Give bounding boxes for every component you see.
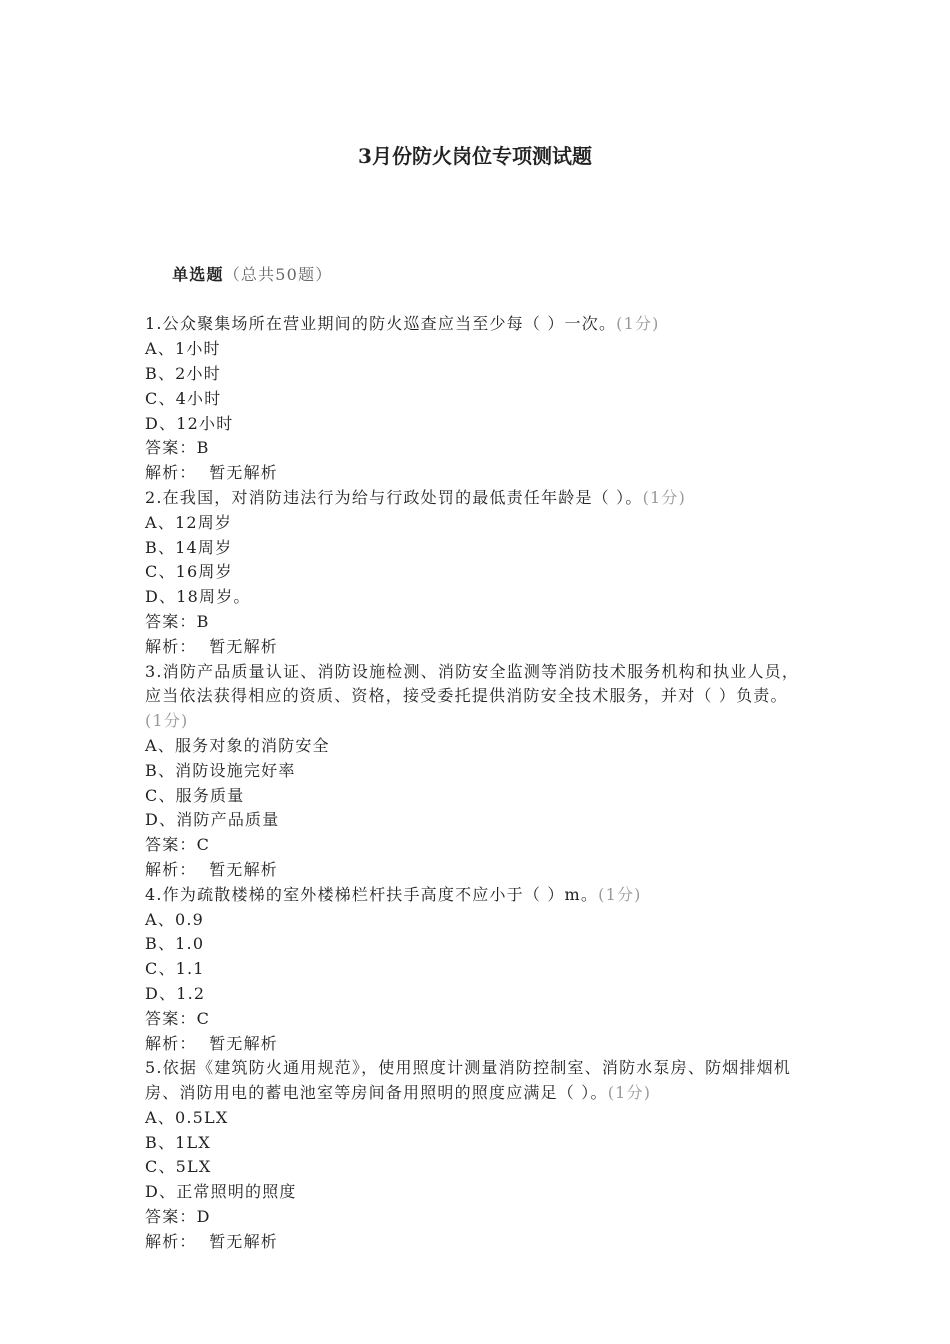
option-b: B、1LX [145, 1132, 211, 1152]
question-score: (1分) [598, 884, 642, 904]
analysis-value: 暂无解析 [209, 636, 278, 656]
question-score: (1分) [145, 711, 189, 731]
question-stem [145, 1056, 805, 1106]
answer-value: C [196, 1008, 211, 1028]
analysis-value: 暂无解析 [209, 463, 278, 483]
option-a: A、1小时 [145, 339, 221, 359]
question-text: 1.公众聚集场所在营业期间的防火巡查应当至少每（ ）一次。 [145, 314, 617, 334]
option-c: C、16周岁 [145, 562, 233, 582]
analysis-value: 暂无解析 [209, 1033, 278, 1053]
option-b: B、14周岁 [145, 537, 233, 557]
question-score: (1分) [607, 1083, 652, 1103]
answer-prefix: 答案： [145, 1207, 197, 1227]
answer-value: B [196, 438, 210, 458]
option-b: B、消防设施完好率 [145, 760, 296, 780]
question-stem [145, 486, 805, 511]
answer-prefix: 答案： [145, 1008, 197, 1028]
question-2 [145, 486, 805, 660]
question-score: (1分) [616, 314, 660, 334]
analysis-prefix: 解析： [145, 636, 197, 656]
option-d: D、1.2 [145, 983, 206, 1003]
analysis-prefix: 解析： [145, 859, 197, 879]
option-a: A、0.9 [145, 909, 205, 929]
analysis-prefix: 解析： [145, 1033, 197, 1053]
option-d: D、18周岁。 [145, 587, 251, 607]
answer-prefix: 答案： [145, 835, 197, 855]
option-b: B、2小时 [145, 363, 221, 383]
analysis-value: 暂无解析 [209, 1231, 278, 1251]
answer-line [145, 1205, 805, 1230]
answer-prefix: 答案： [145, 611, 197, 631]
question-1 [145, 312, 805, 486]
question-text: 4.作为疏散楼梯的室外楼梯栏杆扶手高度不应小于（ ）m。 [145, 884, 599, 904]
answer-prefix: 答案： [145, 438, 197, 458]
page-title: 3月份防火岗位专项测试题 [358, 144, 592, 168]
question-text: 3.消防产品质量认证、消防设施检测、消防安全监测等消防技术服务机构和执业人员，应当依法获得相应的资质、资格，接受委托提供消防安全技术服务，并对（ ）负责。 [145, 661, 800, 706]
question-3 [145, 660, 805, 883]
analysis-value: 暂无解析 [209, 859, 278, 879]
answer-line [145, 833, 805, 858]
analysis-line [145, 461, 805, 486]
option-d: D、消防产品质量 [145, 810, 280, 830]
option-a: A、服务对象的消防安全 [145, 735, 330, 755]
question-list [145, 238, 805, 1255]
question-4 [145, 883, 805, 1057]
analysis-prefix: 解析： [145, 463, 197, 483]
question-stem [145, 312, 805, 337]
question-score: (1分) [642, 487, 687, 507]
option-c: C、5LX [145, 1157, 212, 1177]
question-text: 5.依据《建筑防火通用规范》，使用照度计测量消防控制室、消防水泵房、防烟排烟机房、消防用电的蓄电池室等房间备用照明的照度应满足（ ）。 [145, 1058, 792, 1103]
answer-value: D [196, 1207, 211, 1227]
answer-value: C [196, 835, 211, 855]
analysis-line [145, 635, 805, 660]
analysis-prefix: 解析： [145, 1231, 197, 1251]
answer-line [145, 610, 805, 635]
section-count: （总共50题） [223, 264, 333, 284]
option-a: A、0.5LX [145, 1107, 229, 1127]
section-header [145, 238, 805, 312]
analysis-line [145, 1230, 805, 1255]
question-text: 2.在我国，对消防违法行为给与行政处罚的最低责任年龄是（ ）。 [145, 487, 643, 507]
answer-value: B [196, 611, 210, 631]
analysis-line [145, 858, 805, 883]
section-label: 单选题 [172, 264, 224, 284]
option-c: C、服务质量 [145, 785, 245, 805]
option-c: C、1.1 [145, 959, 205, 979]
answer-line [145, 1007, 805, 1032]
question-5 [145, 1056, 805, 1254]
analysis-line [145, 1032, 805, 1057]
option-d: D、正常照明的照度 [145, 1182, 297, 1202]
option-b: B、1.0 [145, 934, 205, 954]
question-stem [145, 883, 805, 908]
question-stem [145, 660, 805, 734]
option-c: C、4小时 [145, 388, 222, 408]
answer-line [145, 436, 805, 461]
option-a: A、12周岁 [145, 512, 233, 532]
option-d: D、12小时 [145, 413, 234, 433]
